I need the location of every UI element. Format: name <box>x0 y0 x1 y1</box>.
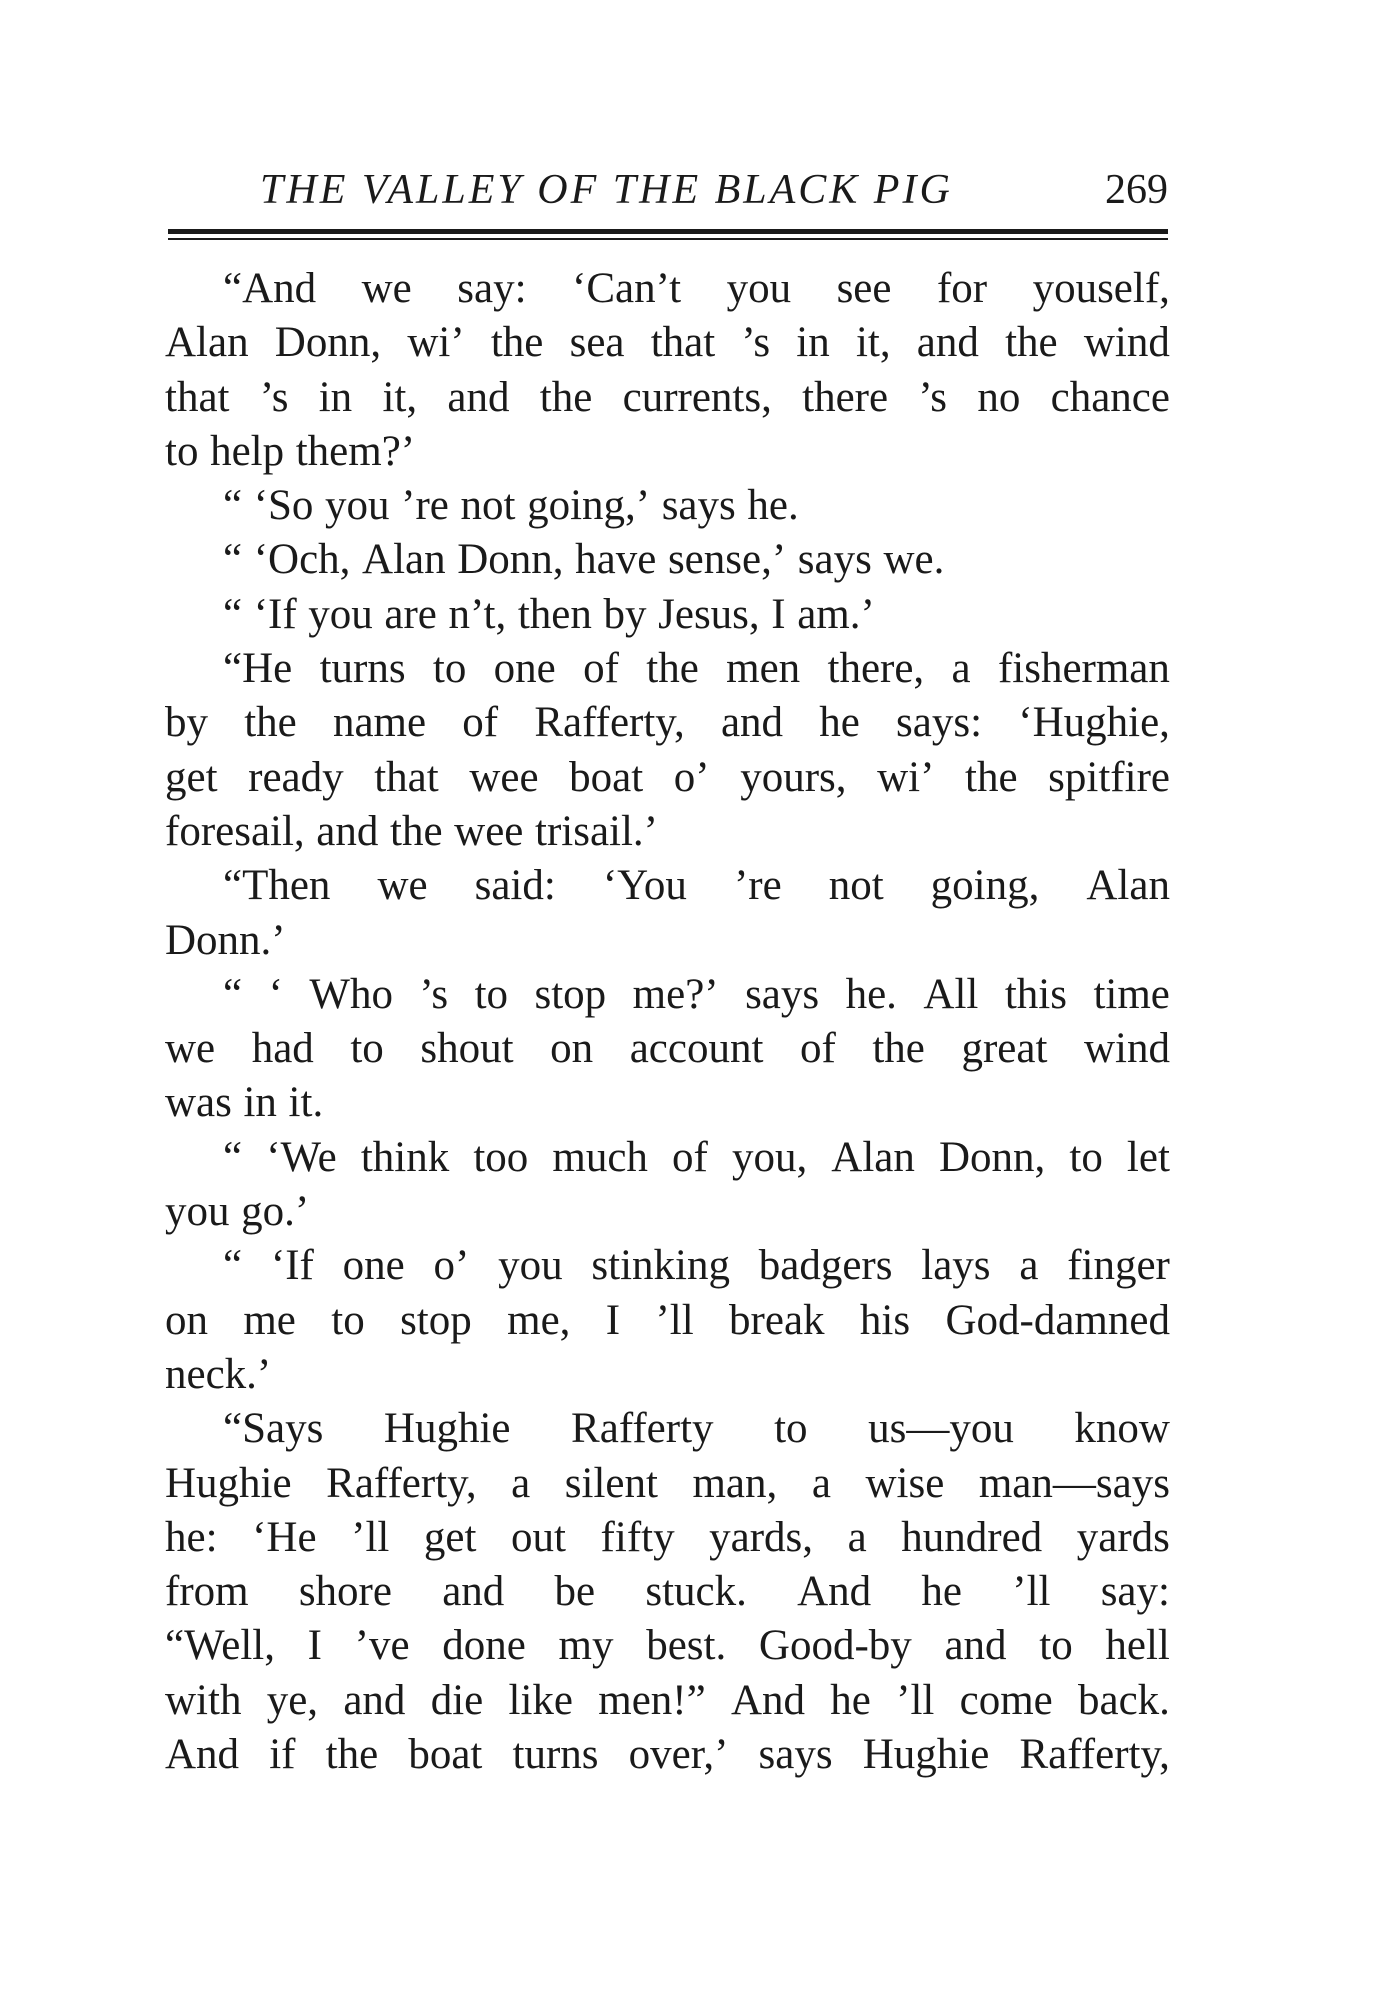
word: ‘If <box>253 590 297 638</box>
word: Donn, <box>457 536 564 584</box>
word: no <box>977 373 1021 421</box>
word: you <box>726 265 792 312</box>
word: stinking <box>591 1242 730 1290</box>
word: Hughie <box>383 1405 511 1453</box>
word: time <box>1093 970 1170 1018</box>
word: Rafferty, <box>534 699 685 747</box>
word: Alan <box>165 319 249 367</box>
word: “ <box>223 536 243 584</box>
word: to <box>350 1025 384 1073</box>
word: hell <box>1105 1622 1170 1670</box>
word: ’ll <box>1012 1568 1051 1616</box>
word: with <box>165 1676 242 1724</box>
word: And <box>730 1676 806 1724</box>
word: Hughie <box>165 1459 292 1507</box>
word: “ <box>223 482 243 530</box>
word: say: <box>1100 1568 1170 1616</box>
word: ‘We <box>266 1133 337 1181</box>
word: the <box>1005 319 1058 367</box>
text-line <box>165 316 1170 370</box>
word: fifty <box>600 1513 675 1561</box>
text-line <box>165 1348 1170 1402</box>
word: by <box>603 590 647 638</box>
word: ’s <box>918 373 948 421</box>
text-line <box>165 588 1170 642</box>
text-line <box>165 859 1170 913</box>
word: and <box>343 1676 406 1724</box>
word: ‘You <box>602 862 687 910</box>
word: had <box>251 1025 314 1073</box>
word: the <box>390 807 443 855</box>
word: says <box>797 536 872 584</box>
word: Rafferty, <box>1019 1731 1170 1779</box>
word: the <box>244 699 297 747</box>
text-line <box>165 262 1170 316</box>
text-line <box>165 1185 1170 1239</box>
word: boat <box>408 1731 483 1779</box>
word: it, <box>382 373 418 421</box>
word: Alan <box>1086 862 1170 910</box>
word: Jesus, <box>658 590 760 638</box>
word: you, <box>731 1133 808 1181</box>
word: you <box>325 482 390 530</box>
word: me, <box>507 1296 571 1344</box>
word: and <box>442 1568 505 1616</box>
word: ’re <box>733 862 782 910</box>
word: to <box>774 1405 808 1453</box>
word: ‘So <box>253 482 314 530</box>
word: know <box>1074 1405 1170 1453</box>
text-line <box>165 1076 1170 1130</box>
word: “ <box>223 590 243 638</box>
word: me <box>243 1296 296 1344</box>
word: All <box>923 970 979 1018</box>
text-line <box>165 1728 1170 1782</box>
word: lays <box>921 1242 991 1290</box>
word: a <box>951 645 971 693</box>
word: and <box>316 807 379 855</box>
word: finger <box>1067 1242 1170 1290</box>
word: he <box>921 1568 963 1616</box>
word: that <box>650 319 716 367</box>
word: help <box>210 427 285 475</box>
word: on <box>550 1025 594 1073</box>
text-line <box>165 1565 1170 1619</box>
word: wind <box>1083 319 1170 367</box>
word: man, <box>692 1459 778 1507</box>
word: says: <box>896 699 983 747</box>
word: wi’ <box>877 753 935 801</box>
word: this <box>1004 970 1067 1018</box>
word: “ <box>223 1133 243 1181</box>
word: we. <box>883 536 945 584</box>
text-line <box>165 805 1170 859</box>
word: youself, <box>1032 265 1170 312</box>
word: yours, <box>740 753 847 801</box>
word: ‘Hughie, <box>1018 699 1170 747</box>
word: yards, <box>709 1513 814 1561</box>
word: stop <box>534 970 607 1018</box>
word: get <box>165 753 218 801</box>
text-line <box>165 1131 1170 1185</box>
word: foresail, <box>165 807 305 855</box>
word: much <box>552 1133 648 1181</box>
running-head-title: THE VALLEY OF THE BLACK PIG <box>260 167 953 213</box>
word: he: <box>165 1513 218 1561</box>
word: the <box>539 373 593 421</box>
word: currents, <box>622 373 772 421</box>
word: of <box>672 1133 708 1181</box>
word: And <box>797 1568 872 1616</box>
word: break <box>729 1296 825 1344</box>
word: of <box>583 645 619 693</box>
word: think <box>360 1133 450 1181</box>
running-head <box>168 160 1168 220</box>
word: “Then <box>223 862 331 910</box>
word: “Says <box>223 1405 324 1453</box>
word: sense,’ <box>667 536 787 584</box>
word: come <box>959 1676 1053 1724</box>
word: then <box>517 590 592 638</box>
word: and <box>916 319 979 367</box>
word: best. <box>646 1622 727 1670</box>
word: great <box>961 1025 1048 1073</box>
word: wise <box>865 1459 945 1507</box>
word: chance <box>1050 373 1170 421</box>
word: to <box>1069 1133 1103 1181</box>
word: over,’ <box>628 1731 729 1779</box>
word: says <box>758 1731 833 1779</box>
word: trisail.’ <box>535 807 658 855</box>
word: ’s <box>741 319 771 367</box>
word: and <box>447 373 510 421</box>
word: the <box>872 1025 925 1073</box>
word: not <box>460 482 516 530</box>
text-line <box>165 1674 1170 1728</box>
word: from <box>165 1568 249 1616</box>
word: in <box>243 1079 277 1127</box>
word: spitfire <box>1048 753 1170 801</box>
text-line <box>165 1022 1170 1076</box>
word: badgers <box>758 1242 893 1290</box>
word: am.’ <box>797 590 875 638</box>
word: the <box>965 753 1018 801</box>
word: that <box>165 373 230 421</box>
text-line <box>165 1457 1170 1511</box>
word: yards <box>1076 1513 1170 1561</box>
word: ye, <box>266 1676 319 1724</box>
word: n’t, <box>448 590 507 638</box>
word: not <box>828 862 884 910</box>
word: man—says <box>978 1459 1170 1507</box>
word: account <box>629 1025 764 1073</box>
word: boat <box>569 753 644 801</box>
word: turns <box>512 1731 599 1779</box>
word: “ <box>223 1242 243 1290</box>
word: Alan <box>831 1133 915 1181</box>
word: a <box>1019 1242 1039 1290</box>
word: silent <box>564 1459 658 1507</box>
word: hundred <box>901 1513 1043 1561</box>
word: ‘Och, <box>253 536 351 584</box>
word: Donn, <box>274 319 382 367</box>
word: ’s <box>259 373 289 421</box>
text-line <box>165 533 1170 587</box>
word: name <box>332 699 427 747</box>
word: “And <box>223 265 317 312</box>
word: to <box>432 645 467 693</box>
word: ’ll <box>351 1513 390 1561</box>
word: a <box>811 1459 831 1507</box>
word: you <box>308 590 373 638</box>
text-line <box>165 1619 1170 1673</box>
word: if <box>269 1731 296 1779</box>
word: “ <box>223 970 243 1018</box>
text-line <box>165 479 1170 533</box>
word: too <box>473 1133 529 1181</box>
word: you <box>165 1188 230 1236</box>
word: to <box>1039 1622 1073 1670</box>
word: there, <box>827 645 925 693</box>
word: there <box>802 373 889 421</box>
word: his <box>859 1296 911 1344</box>
word: I <box>307 1622 322 1670</box>
word: like <box>508 1676 573 1724</box>
header-rule-thin <box>168 238 1168 240</box>
text-line <box>165 1294 1170 1348</box>
word: “He <box>223 645 293 693</box>
word: have <box>575 536 657 584</box>
word: get <box>423 1513 477 1561</box>
text-line <box>165 425 1170 479</box>
word: to <box>474 970 509 1018</box>
word: Good-by <box>758 1622 912 1670</box>
text-line <box>165 696 1170 750</box>
word: be <box>554 1568 596 1616</box>
word: he <box>830 1676 871 1724</box>
text-line <box>165 914 1170 968</box>
page-number: 269 <box>1105 167 1168 213</box>
word: my <box>558 1622 614 1670</box>
word: ‘If <box>270 1242 314 1290</box>
word: ’re <box>401 482 449 530</box>
word: we <box>377 862 428 910</box>
word: And <box>165 1731 240 1779</box>
word: fisherman <box>997 645 1170 693</box>
word: men!” <box>598 1676 706 1724</box>
word: to <box>165 427 199 475</box>
word: back. <box>1078 1676 1170 1724</box>
word: I <box>605 1296 621 1344</box>
word: and <box>720 699 784 747</box>
word: a <box>511 1459 531 1507</box>
text-line <box>165 371 1170 425</box>
word: going,’ <box>527 482 651 530</box>
word: o’ <box>433 1242 470 1290</box>
text-line <box>165 751 1170 805</box>
word: it, <box>855 319 891 367</box>
word: Rafferty <box>571 1405 714 1453</box>
word: said: <box>474 862 556 910</box>
word: we <box>165 1025 216 1073</box>
word: I <box>771 590 786 638</box>
word: ’ve <box>354 1622 410 1670</box>
word: sea <box>569 319 625 367</box>
word: shore <box>298 1568 392 1616</box>
word: by <box>165 699 208 747</box>
word: ’s <box>419 970 449 1018</box>
word: going, <box>930 862 1040 910</box>
word: a <box>847 1513 867 1561</box>
word: men <box>726 645 801 693</box>
word: the <box>490 319 544 367</box>
word: says <box>745 970 820 1018</box>
word: it. <box>288 1079 324 1127</box>
word: in <box>796 319 830 367</box>
word: ’ll <box>655 1296 694 1344</box>
word: of <box>799 1025 836 1073</box>
word: see <box>836 265 892 312</box>
word: Who <box>309 970 393 1018</box>
word: and <box>944 1622 1007 1670</box>
text-line <box>165 1402 1170 1456</box>
word: us—you <box>868 1405 1014 1453</box>
word: one <box>493 645 556 693</box>
word: you <box>498 1242 563 1290</box>
word: one <box>342 1242 405 1290</box>
word: me?’ <box>632 970 719 1018</box>
word: ‘ <box>268 970 283 1018</box>
word: them?’ <box>295 427 416 475</box>
word: neck.’ <box>165 1350 272 1398</box>
word: wi’ <box>407 319 465 367</box>
word: shout <box>420 1025 514 1073</box>
word: ’ll <box>896 1676 935 1724</box>
word: wind <box>1083 1025 1170 1073</box>
word: he <box>819 699 860 747</box>
word: in <box>318 373 353 421</box>
word: turns <box>319 645 406 693</box>
word: that <box>374 753 439 801</box>
word: o’ <box>673 753 710 801</box>
word: he. <box>845 970 897 1018</box>
word: the <box>646 645 699 693</box>
word: to <box>331 1296 365 1344</box>
text-line <box>165 968 1170 1022</box>
word: out <box>511 1513 566 1561</box>
word: Donn.’ <box>165 916 286 964</box>
word: wee <box>454 807 524 855</box>
word: for <box>936 265 988 312</box>
word: the <box>325 1731 379 1779</box>
word: ‘Can’t <box>572 265 682 312</box>
word: die <box>430 1676 484 1724</box>
word: are <box>384 590 437 638</box>
word: ready <box>248 753 344 801</box>
word: he. <box>747 482 799 530</box>
header-rule-thick <box>168 229 1168 234</box>
word: was <box>165 1079 232 1127</box>
word: ‘He <box>252 1513 317 1561</box>
word: done <box>442 1622 526 1670</box>
word: God-damned <box>945 1296 1170 1344</box>
word: Alan <box>362 536 446 584</box>
word: say: <box>457 265 527 312</box>
word: Donn, <box>938 1133 1046 1181</box>
word: of <box>462 699 499 747</box>
word: stuck. <box>645 1568 747 1616</box>
word: go.’ <box>241 1188 310 1236</box>
word: Rafferty, <box>326 1459 477 1507</box>
text-line <box>165 642 1170 696</box>
word: stop <box>400 1296 472 1344</box>
body-text <box>165 262 1170 1782</box>
text-line <box>165 1239 1170 1293</box>
word: says <box>661 482 736 530</box>
word: “Well, <box>165 1622 275 1670</box>
word: Hughie <box>862 1731 990 1779</box>
word: on <box>165 1296 208 1344</box>
text-line <box>165 1511 1170 1565</box>
word: we <box>361 265 412 312</box>
word: let <box>1126 1133 1170 1181</box>
word: wee <box>469 753 539 801</box>
